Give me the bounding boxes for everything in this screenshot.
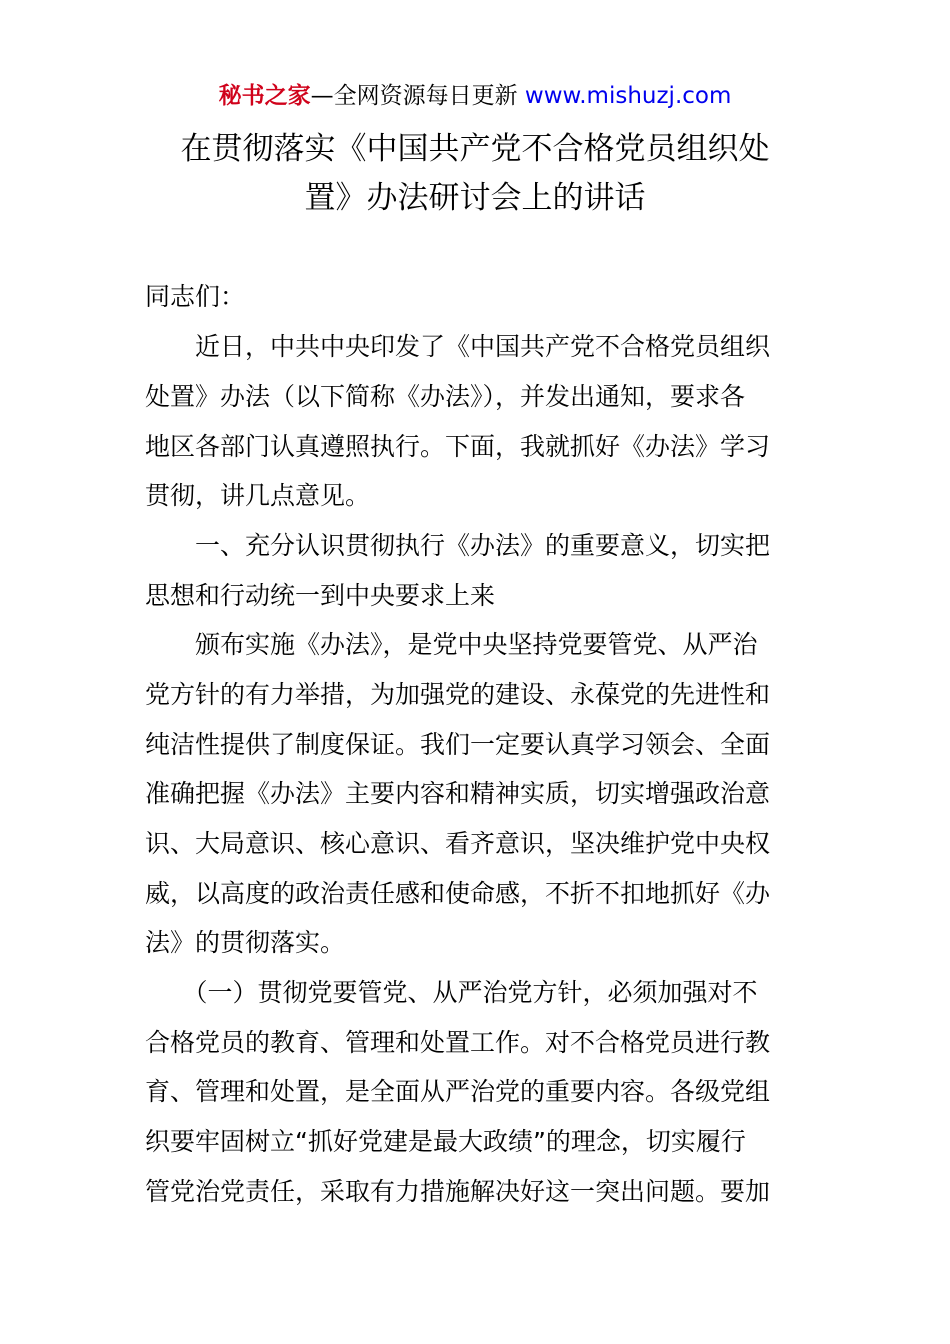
brand-name: 秘书之家 [218,83,311,109]
body-line: 管党治党责任，采取有力措施解决好这一突出问题。要加 [145,1177,771,1206]
section-heading-line: 思想和行动统一到中央要求上来 [145,581,496,610]
body-line: 同志们： [145,282,246,311]
body-line: 识、大局意识、核心意识、看齐意识，坚决维护党中央权 [145,829,771,858]
body-line: 准确把握《办法》主要内容和精神实质，切实增强政治意 [145,779,771,808]
body-line: 贯彻，讲几点意见。 [145,481,371,510]
body-line: 近日，中共中央印发了《中国共产党不合格党员组织 [145,332,771,361]
document-title-line-2: 置》办法研讨会上的讲话 [304,180,646,216]
body-line: 党方针的有力举措，为加强党的建设、永葆党的先进性和 [145,680,771,709]
body-line: 法》的贯彻落实。 [145,928,346,957]
site-header [0,80,950,112]
body-line: 地区各部门认真遵照执行。下面，我就抓好《办法》学习 [145,432,771,461]
body-line: 威，以高度的政治责任感和使命感，不折不扣地抓好《办 [145,879,771,908]
body-line: 育、管理和处置，是全面从严治党的重要内容。各级党组 [145,1077,771,1106]
section-heading-line: 一、充分认识贯彻执行《办法》的重要意义，切实把 [145,531,771,560]
body-line: 合格党员的教育、管理和处置工作。对不合格党员进行教 [145,1028,771,1057]
body-line: （一）贯彻党要管党、从严治党方针，必须加强对不 [145,978,758,1007]
body-line: 处置》办法（以下简称《办法》），并发出通知，要求各 [145,382,746,411]
body-line: 纯洁性提供了制度保证。我们一定要认真学习领会、全面 [145,730,771,759]
document-title-line-1: 在贯彻落实《中国共产党不合格党员组织处 [180,131,770,167]
body-line: 织要牢固树立“抓好党建是最大政绩”的理念，切实履行 [145,1127,746,1156]
body-line: 颁布实施《办法》，是党中央坚持党要管党、从严治 [145,630,758,659]
site-url-link[interactable]: www.mishuzj.com [524,83,732,109]
header-tagline: —全网资源每日更新 [310,83,525,109]
